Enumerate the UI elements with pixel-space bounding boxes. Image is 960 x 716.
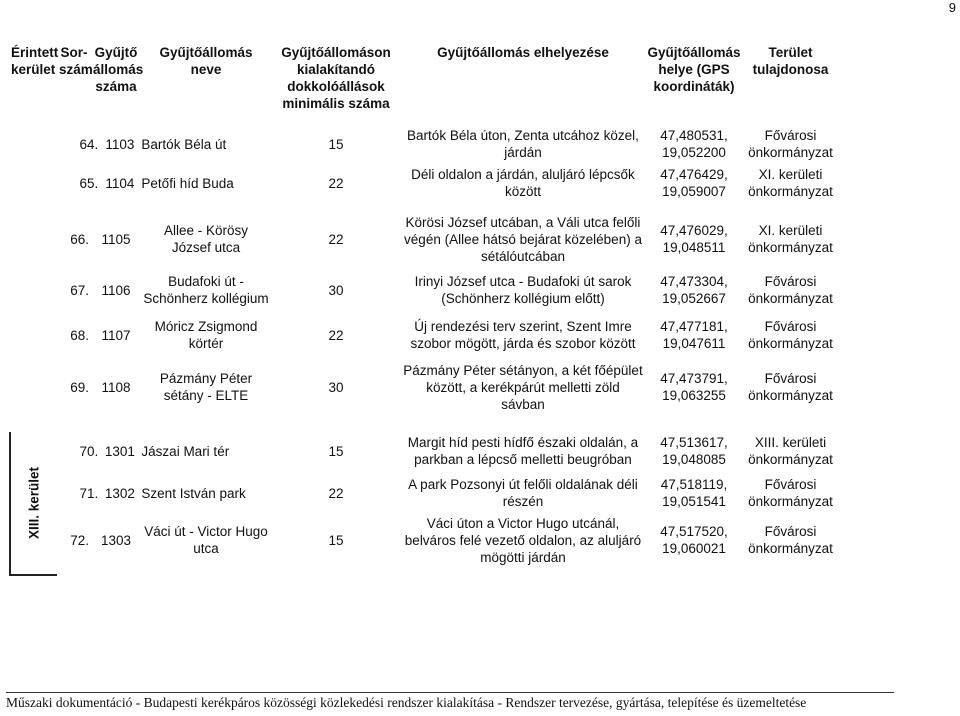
row-dock-count: 30 bbox=[328, 282, 344, 298]
row-owner: XI. kerületi önkormányzat bbox=[748, 223, 833, 255]
table-row bbox=[9, 474, 957, 512]
row-location: Bartók Béla úton, Zenta utcához közel, járdán bbox=[407, 128, 639, 160]
row-station-name: Bartók Béla út bbox=[141, 136, 227, 152]
row-station-name: Jászai Mari tér bbox=[141, 443, 230, 459]
row-gps: 47,517520, 19,060021 bbox=[660, 524, 728, 556]
row-owner: Fővárosi önkormányzat bbox=[748, 477, 833, 509]
row-station-name: Petőfi híd Buda bbox=[141, 175, 234, 191]
header-station-id: Gyűjtő állomás száma bbox=[93, 45, 144, 94]
row-station-id: 1106 bbox=[101, 282, 131, 298]
row-dock-count: 22 bbox=[328, 485, 344, 501]
header-district: Érintett kerület bbox=[11, 45, 59, 77]
row-location: Körösi József utcában, a Váli utca felőli végén (Allee hátsó bejárat közelében) a sétálóutcában bbox=[404, 214, 642, 264]
row-number: 67. bbox=[70, 282, 89, 298]
table-row bbox=[9, 512, 957, 568]
district-label-text: XIII. kerület bbox=[26, 466, 42, 540]
footer: Műszaki dokumentáció - Budapesti kerékpáros közösségi közlekedési rendszer kialakítása - Rendszer tervezése, gyártása, telepítése és üzemeltetése bbox=[6, 692, 894, 711]
row-number: 70. bbox=[79, 443, 99, 459]
row-dock-count: 22 bbox=[328, 327, 344, 343]
row-number: 66. bbox=[70, 231, 89, 247]
row-station-id: 1108 bbox=[101, 379, 131, 395]
row-gps: 47,473791, 19,063255 bbox=[660, 371, 728, 403]
row-station-name: Váci út - Victor Hugo utca bbox=[144, 524, 268, 556]
row-station-name: Móricz Zsigmond körtér bbox=[154, 319, 258, 351]
district-label-xiii bbox=[9, 432, 57, 576]
row-owner: Fővárosi önkormányzat bbox=[748, 274, 833, 306]
row-number: 65. bbox=[79, 175, 99, 191]
row-location: Pázmány Péter sétányon, a két főépület között, a kerékpárút melletti zöld sávban bbox=[403, 362, 643, 412]
table-row bbox=[9, 428, 957, 474]
header-station-name: Gyűjtőállomás neve bbox=[159, 45, 253, 77]
table-row bbox=[9, 358, 957, 416]
row-dock-count: 15 bbox=[328, 443, 344, 459]
header-owner: Terület tulajdonosa bbox=[752, 45, 829, 77]
row-owner: Fővárosi önkormányzat bbox=[748, 524, 833, 556]
row-dock-count: 30 bbox=[328, 379, 344, 395]
row-gps: 47,513617, 19,048085 bbox=[660, 435, 728, 467]
row-dock-count: 22 bbox=[328, 175, 344, 191]
row-station-id: 1107 bbox=[101, 327, 131, 343]
row-station-name: Allee - Körösy József utca bbox=[163, 223, 249, 255]
table-header bbox=[9, 44, 957, 124]
row-station-id: 1302 bbox=[104, 485, 135, 501]
row-owner: Fővárosi önkormányzat bbox=[748, 319, 833, 351]
header-dock-count: Gyűjtőállomáson kialakítandó dokkolóállások minimális száma bbox=[281, 45, 391, 111]
row-owner: XIII. kerületi önkormányzat bbox=[748, 435, 833, 467]
row-location: Új rendezési terv szerint, Szent Imre szobor mögött, járda és szobor között bbox=[410, 319, 636, 351]
row-gps: 47,476029, 19,048511 bbox=[660, 223, 728, 255]
row-location: Váci úton a Victor Hugo utcánál, belváros felé vezető oldalon, az aluljáró mögötti járdán bbox=[404, 515, 642, 565]
row-number: 68. bbox=[70, 327, 89, 343]
table-row bbox=[9, 312, 957, 358]
row-station-id: 1104 bbox=[105, 175, 135, 191]
header-number: Sor-szám bbox=[59, 45, 93, 77]
row-station-name: Pázmány Péter sétány - ELTE bbox=[159, 371, 253, 403]
row-location: Margit híd pesti hídfő északi oldalán, a parkban a lépcső melletti beugróban bbox=[407, 435, 639, 467]
stations-table bbox=[9, 44, 957, 568]
row-station-id: 1303 bbox=[100, 532, 132, 548]
row-number: 64. bbox=[79, 136, 99, 152]
table-row bbox=[9, 164, 957, 202]
header-location: Gyűjtőállomás elhelyezése bbox=[437, 45, 609, 60]
table-row bbox=[9, 124, 957, 164]
row-gps: 47,473304, 19,052667 bbox=[660, 274, 728, 306]
row-station-id: 1105 bbox=[101, 231, 131, 247]
row-location: A park Pozsonyi út felőli oldalának déli részén bbox=[408, 477, 638, 509]
table-row bbox=[9, 210, 957, 268]
row-dock-count: 15 bbox=[328, 136, 344, 152]
row-station-id: 1301 bbox=[104, 443, 135, 459]
row-location: Irinyi József utca - Budafoki út sarok (Schönherz kollégium előtt) bbox=[414, 274, 632, 306]
row-gps: 47,476429, 19,059007 bbox=[660, 167, 728, 199]
row-station-name: Budafoki út - Schönherz kollégium bbox=[143, 274, 269, 306]
row-number: 71. bbox=[79, 485, 99, 501]
row-owner: XI. kerületi önkormányzat bbox=[748, 167, 833, 199]
header-gps: Gyűjtőállomás helye (GPS koordináták) bbox=[647, 45, 741, 94]
page-number: 9 bbox=[948, 0, 956, 15]
row-owner: Fővárosi önkormányzat bbox=[748, 371, 833, 403]
row-gps: 47,480531, 19,052200 bbox=[660, 128, 728, 160]
row-owner: Fővárosi önkormányzat bbox=[748, 128, 833, 160]
row-station-name: Szent István park bbox=[141, 485, 246, 501]
row-dock-count: 22 bbox=[328, 231, 344, 247]
table-row bbox=[9, 268, 957, 312]
row-station-id: 1103 bbox=[105, 136, 135, 152]
row-dock-count: 15 bbox=[328, 532, 344, 548]
row-number: 72. bbox=[70, 532, 89, 548]
row-gps: 47,477181, 19,047611 bbox=[660, 319, 728, 351]
row-location: Déli oldalon a járdán, aluljáró lépcsők között bbox=[411, 167, 635, 199]
row-gps: 47,518119, 19,051541 bbox=[660, 477, 728, 509]
row-number: 69. bbox=[70, 379, 89, 395]
